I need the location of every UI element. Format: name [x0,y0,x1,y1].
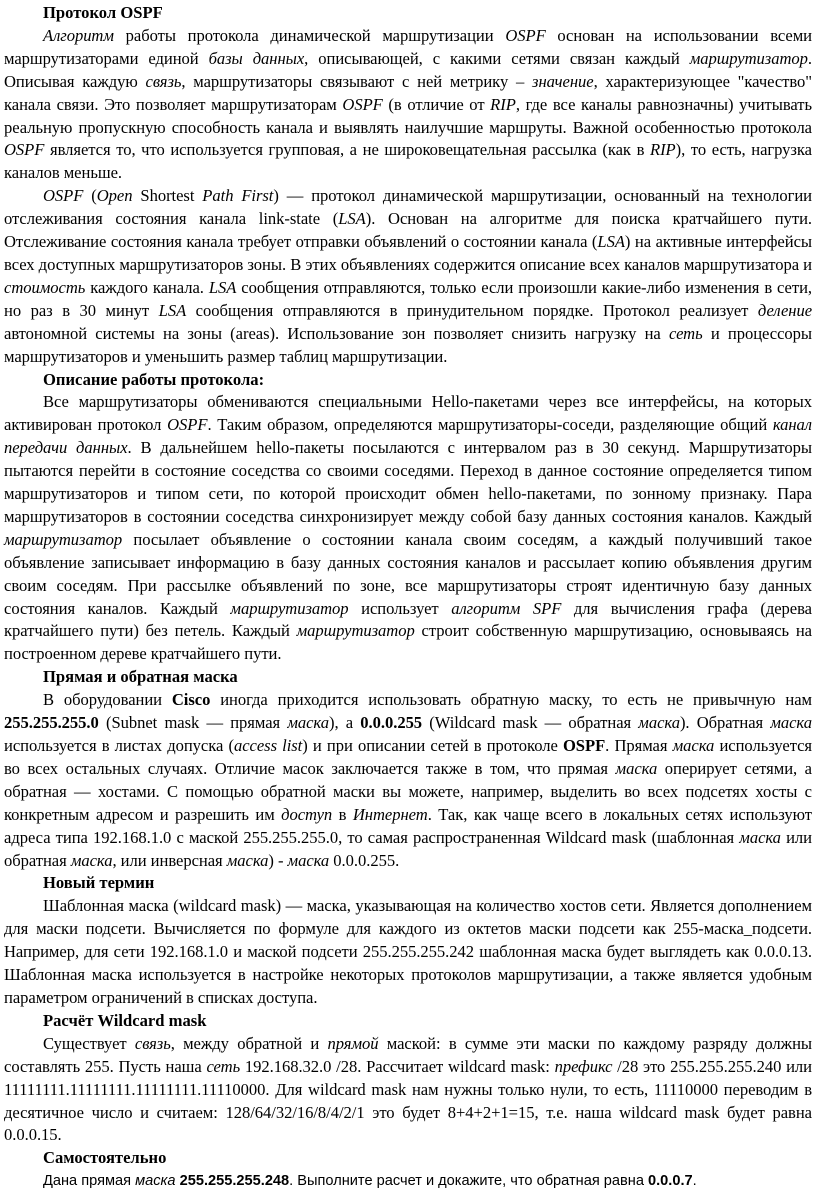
bold-term: Cisco [171,690,211,710]
text-run: в [332,804,353,824]
text-run: строит собственную маршрутизацию, основываясь на построенном дереве кратчайшего пути. [4,621,812,664]
text-run: . Выполните расчет и докажите, что обратная равна [289,1173,648,1190]
text-run: В оборудовании [43,690,172,710]
italic-term: маска [287,713,329,733]
italic-term: OSPF [43,186,84,206]
text-run: основан на использовании всеми маршрутизаторами единой [4,25,812,68]
italic-term: сеть [206,1056,241,1076]
italic-term: маршрутизатор [689,48,808,68]
text-run: ) - [268,850,288,870]
text-run: , где все каналы равнозначны) учитывать реальную пропускную способность канала и выявлять наилучшие маршруты. Важной особенностью протокола [4,94,812,137]
bold-term: 255.255.255.248 [179,1173,290,1190]
text-run: Все маршрутизаторы обмениваются специальными Hello-пакетами через все интерфейсы, на которых активирован протокол [4,392,812,435]
italic-term: маршрутизатор [296,621,415,641]
text-run: ). Обратная [679,713,771,733]
text-run: . Прямая [605,736,673,755]
text-run: иногда приходится использовать обратную маску, то есть не привычную нам [210,690,812,710]
paragraph [4,689,812,872]
italic-term: access list [233,736,303,755]
text-run: ) и при описании сетей в протоколе [302,736,563,755]
text-run: сообщения отправляются, только если произошли какие-либо изменения в сети, но раз в 30 минут [4,277,812,320]
italic-term: маска [672,736,715,755]
text-run: . [692,1173,697,1190]
paragraph [4,391,812,666]
italic-term: канал передачи данных [4,415,812,458]
italic-term: алгоритм SPF [451,598,562,618]
italic-term: доступ [281,804,333,824]
text-run: ), то есть, нагрузка каналов меньше. [4,140,812,183]
italic-term: Path First [202,186,274,206]
bold-term: 0.0.0.255 [360,713,423,733]
text-run: ) на активные интерфейсы всех доступных маршрутизаторов зоны. В этих объявлениях содержится описание всех каналов маршрутизатора и [4,232,812,274]
section-heading: Прямая и обратная маска [43,667,238,687]
italic-term: маршрутизатор [4,529,123,549]
text-run: и процессоры маршрутизаторов и уменьшить размер таблиц маршрутизации. [4,323,812,366]
section-heading: Описание работы протокола: [43,369,265,389]
text-run: для вычисления графа (дерева кратчайшего пути) без петель. Каждый [4,598,812,641]
italic-term: OSPF [167,415,208,435]
italic-term: деление [757,300,813,320]
text-run: . В дальнейшем hello-пакеты посылаются с интервалом раз в 30 секунд. Маршрутизаторы пытаются перейти в состояние соседства со своими соседями. Переход в данное состояние определяется типом маршрутизаторов и типом сети, по которой происходит обмен hello-пакетами, по зонному признаку. Пара маршрутизаторов в состоянии соседства синхронизирует между собой базу данных состояния каналов. Каждый [4,438,812,526]
italic-term: LSA [208,277,237,297]
text-run: , характеризующее "качество" канала связи. Это позволяет маршрутизаторам [4,71,812,114]
italic-term: маска [615,758,658,778]
text-run: является то, что используется групповая, а не широковещательная рассылка (как в [44,140,650,160]
italic-term: OSPF [342,94,383,114]
text-run: сообщения отправляются в принудительном порядке. Протокол реализует [186,300,758,320]
text-run: каждого канала. [85,277,209,297]
text-run: . Описывая каждую [4,48,812,91]
text-run: Шаблонная маска (wildcard mask) — маска, указывающая на количество хостов сети. Является дополнением для маски подсети. Вычисляется по формуле для каждого из октетов маски подсети как 255-маска_подсети. Например, для сети 192.168.1.0 и маской подсети 255.255.255.242 шаблонная маска будет выглядеть как 0.0.0.13. Шаблонная маска используется в настройке некоторых протоколов маршрутизации, а также является удобным параметром ограничений в списках доступа. [4,896,812,1007]
paragraph [4,185,812,368]
text-run: /28 это 255.255.255.240 или 11111111.11111111.11111111.11110000. Для wildcard mask нам нужны только нули, то есть, 11110000 переводим в десятичное число и считаем: 128/64/32/16/8/4/2/1 это будет 8+4+2+1=15, т.е. наша wildcard mask будет равна 0.0.0.15. [4,1056,812,1145]
italic-term: базы данных [208,48,305,68]
bold-term: 0.0.0.7 [648,1173,693,1190]
text-run: , маршрутизаторы связывают с ней метрику – [181,71,533,91]
text-run: (в отличие от [382,94,491,114]
text-run: . Так, как чаще всего в локальных сетях используют адреса типа 192.168.1.0 с маской 255.255.255.0, то самая распространенная Wildcard mask (шаблонная [4,804,813,847]
task-statement [4,1170,812,1192]
italic-term: OSPF [505,25,546,45]
bold-term: OSPF [562,736,606,755]
paragraph [4,1033,812,1148]
italic-term: маска [135,1173,176,1190]
text-run: ), а [328,713,361,733]
text-run: оперирует сетями, а обратная — хостами. С помощью обратной маски вы можете, например, выделить во всех подсетях хосты с конкретным адресом и разрешить им [4,758,812,824]
text-run: использует [348,598,452,618]
italic-term: RIP [490,94,516,114]
text-run: 192.168.32.0 /28. Рассчитает wildcard mask: [240,1056,555,1076]
italic-term: маска [770,713,812,733]
italic-term: Open [96,186,133,206]
text-run: , или инверсная [112,850,227,870]
italic-term: маска [226,850,269,870]
text-run: . Таким образом, определяются маршрутизаторы-соседи, разделяющие общий [207,415,773,435]
italic-term: связь [134,1033,171,1053]
paragraph [4,25,812,185]
italic-term: маска [638,713,680,733]
italic-term: маршрутизатор [230,598,349,618]
italic-term: префикс [554,1056,613,1076]
text-run: Shortest [132,186,203,206]
text-run: Дана прямая [43,1173,136,1190]
italic-term: прямой [327,1033,379,1053]
italic-term: RIP [650,140,676,160]
italic-term: Алгоритм [43,25,114,45]
italic-term: Интернет [352,804,428,824]
italic-term: LSA [338,209,366,229]
text-run: Существует [43,1033,135,1053]
text-run: , описывающей, с какими сетями связан каждый [304,48,690,68]
text-run: работы протокола динамической маршрутизации [113,25,506,45]
italic-term: маска [287,850,330,870]
section-heading: Самостоятельно [43,1148,167,1168]
italic-term: связь [145,71,182,91]
text-run: автономной системы на зоны (areas). Использование зон позволяет снизить нагрузку на [4,323,669,343]
italic-term: сеть [668,323,703,343]
text-run: 0.0.0.255. [329,850,400,870]
text-run: ( [83,186,97,206]
text-run: , между обратной и [170,1033,328,1053]
text-run: или обратная [4,827,812,870]
italic-term: маска [70,850,113,870]
text-run: ) — протокол динамической маршрутизации, основанный на технологии отслеживания состояния канала link-state ( [4,186,813,229]
bold-term: 255.255.255.0 [4,713,99,733]
italic-term: OSPF [4,140,45,160]
text-run: посылает объявление о состоянии канала своим соседям, а каждый получивший такое объявление записывает информацию в базу данных состояния каналов и рассылает копию объявления другим своим соседям. При рассылке объявлений по зоне, все маршрутизаторы строят идентичную базу данных состояния каналов. Каждый [4,529,812,618]
paragraph [4,895,812,1010]
italic-term: маска [739,827,781,847]
italic-term: стоимость [4,277,86,297]
section-heading: Расчёт Wildcard mask [43,1010,207,1030]
text-run: (Subnet mask — прямая [98,713,288,733]
text-run: маской: в сумме эти маски по каждому разряду должны составлять 255. Пусть наша [4,1033,812,1076]
section-heading: Новый термин [43,873,155,893]
text-run: используется в листах допуска ( [4,736,234,755]
text-run: используется во всех остальных случаях. Отличие масок заключается также в том, что прямая [4,736,813,778]
italic-term: значение [532,71,594,91]
section-heading: Протокол OSPF [43,3,163,22]
italic-term: LSA [158,300,187,320]
italic-term: LSA [597,232,625,252]
text-run: ). Основан на алгоритме для поиска кратчайшего пути. Отслеживание состояния канала требует отправки объявлений о состоянии канала ( [4,209,812,252]
text-run: (Wildcard mask — обратная [422,713,639,733]
